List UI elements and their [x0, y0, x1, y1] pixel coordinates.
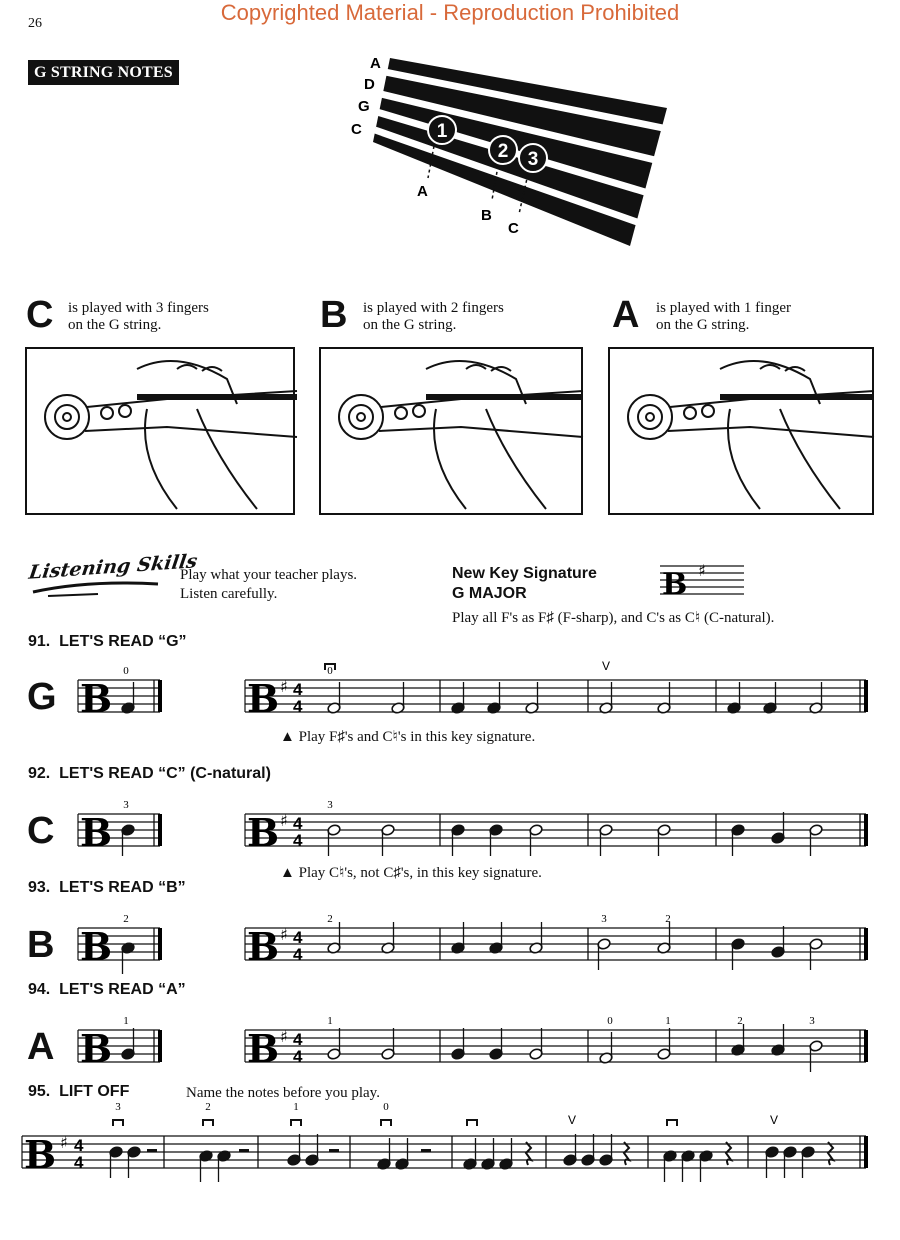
up-bow-mark: V	[601, 659, 611, 673]
caption-line1: is played with 1 finger	[656, 300, 791, 316]
finger-3-number: 3	[527, 149, 539, 170]
fingering-number: 3	[601, 913, 607, 925]
alto-clef: B	[80, 676, 113, 721]
key-sharp: ♯	[280, 677, 288, 696]
final-bar-thick	[864, 928, 868, 960]
note-label-a: A	[417, 183, 428, 200]
alto-clef: B	[80, 924, 113, 969]
fingering-number: 3	[115, 1101, 121, 1113]
final-bar-thick	[864, 1136, 868, 1168]
fingering-number: 1	[293, 1101, 299, 1113]
fingering-number: 2	[665, 913, 671, 925]
exercise-92-letter: C	[27, 810, 55, 852]
exercise-number: 95.	[28, 1083, 51, 1100]
exercise-title: LET'S READ “A”	[59, 981, 186, 998]
quarter-rest	[726, 1142, 731, 1165]
final-bar-thick	[864, 680, 868, 712]
fingering-number: 1	[123, 1015, 129, 1027]
finger-letter-a: A	[612, 294, 640, 336]
time-sig-bottom: 4	[293, 697, 303, 716]
half-rest	[147, 1149, 157, 1152]
final-bar-thick	[158, 814, 162, 846]
time-sig-top: 4	[293, 1030, 303, 1049]
exercise-number: 91.	[28, 633, 51, 650]
key-sharp: ♯	[60, 1133, 68, 1152]
final-bar-thick	[864, 1030, 868, 1062]
key-sharp: ♯	[280, 811, 288, 830]
time-sig-top: 4	[293, 680, 303, 699]
caption-line2: on the G string.	[656, 317, 750, 333]
exercise-95-instruction: Name the notes before you play.	[186, 1085, 380, 1101]
fingering-number: 3	[327, 799, 333, 811]
down-bow-mark	[291, 1120, 301, 1126]
time-sig-top: 4	[293, 814, 303, 833]
alto-clef: B	[80, 810, 113, 855]
key-signature-title: New Key Signature	[452, 565, 597, 582]
down-bow-mark	[203, 1120, 213, 1126]
down-bow-mark	[381, 1120, 391, 1126]
listening-line1: Play what your teacher plays.	[180, 567, 358, 583]
fingering-number: 0	[123, 665, 129, 677]
exercise-number: 92.	[28, 765, 51, 782]
half-rest	[329, 1149, 339, 1152]
exercise-title: LET'S READ “C” (C-natural)	[59, 765, 271, 782]
string-label-a: A	[370, 55, 381, 72]
section-title: G STRING NOTES	[28, 60, 179, 85]
fingering-number: 1	[665, 1015, 671, 1027]
note-label-c: C	[508, 220, 519, 237]
alto-clef: B	[247, 810, 280, 855]
fingering-number: 2	[737, 1015, 743, 1027]
note-label-b: B	[481, 207, 492, 224]
key-sharp: ♯	[280, 1027, 288, 1046]
time-sig-bottom: 4	[293, 831, 303, 850]
fingering-number: 0	[383, 1101, 389, 1113]
finger-1-number: 1	[436, 121, 448, 142]
fingering-number: 2	[205, 1101, 211, 1113]
quarter-rest	[624, 1142, 629, 1165]
alto-clef: B	[247, 676, 280, 721]
final-bar-thick	[158, 1030, 162, 1062]
string-label-d: D	[364, 76, 375, 93]
up-bow-mark: V	[567, 1113, 577, 1127]
half-rest	[421, 1149, 431, 1152]
listening-line2: Listen carefully.	[180, 586, 278, 602]
final-bar-thick	[158, 928, 162, 960]
time-sig-bottom: 4	[293, 945, 303, 964]
exercise-number: 94.	[28, 981, 51, 998]
exercise-title: LIFT OFF	[59, 1083, 130, 1100]
exercise-93-letter: B	[27, 924, 55, 966]
half-rest	[239, 1149, 249, 1152]
string-label-g: G	[358, 98, 370, 115]
fingering-number: 0	[327, 665, 333, 677]
finger-letter-b: B	[320, 294, 348, 336]
up-bow-mark: V	[769, 1113, 779, 1127]
fingering-number: 0	[607, 1015, 613, 1027]
exercise-number: 93.	[28, 879, 51, 896]
down-bow-mark	[113, 1120, 123, 1126]
time-sig-bottom: 4	[74, 1153, 84, 1172]
time-sig-top: 4	[293, 928, 303, 947]
key-signature-subtitle: G MAJOR	[452, 585, 527, 602]
alto-clef: B	[247, 1026, 280, 1071]
key-sharp: ♯	[280, 925, 288, 944]
listening-skills-logo: Listening Skills	[27, 550, 199, 584]
copyright-notice: Copyrighted Material - Reproduction Prohibited	[220, 0, 680, 25]
alto-clef: B	[80, 1026, 113, 1071]
fingering-number: 3	[809, 1015, 815, 1027]
string-label-c: C	[351, 121, 362, 138]
down-bow-mark	[667, 1120, 677, 1126]
finger-letter-c: C	[26, 294, 54, 336]
fingering-number: 2	[123, 913, 129, 925]
final-bar-thick	[158, 680, 162, 712]
exercise-title: LET'S READ “G”	[59, 633, 187, 650]
fingering-number: 2	[327, 913, 333, 925]
down-bow-mark	[467, 1120, 477, 1126]
time-sig-bottom: 4	[293, 1047, 303, 1066]
exercise-91-letter: G	[27, 676, 57, 718]
alto-clef: B	[24, 1132, 57, 1177]
fingering-number: 1	[327, 1015, 333, 1027]
fingering-number: 3	[123, 799, 129, 811]
page-number: 26	[28, 16, 42, 31]
caption-line1: is played with 3 fingers	[68, 300, 209, 316]
exercise-94-letter: A	[27, 1026, 55, 1068]
sharp-sign: ♯	[698, 561, 706, 580]
exercise-92-hint: ▲ Play C♮'s, not C♯'s, in this key signature.	[280, 865, 542, 881]
exercise-title: LET'S READ “B”	[59, 879, 186, 896]
key-signature-instruction: Play all F's as F♯ (F-sharp), and C's as C♮ (C-natural).	[452, 610, 775, 626]
caption-line2: on the G string.	[68, 317, 162, 333]
caption-line2: on the G string.	[363, 317, 457, 333]
caption-line1: is played with 2 fingers	[363, 300, 504, 316]
final-bar-thick	[864, 814, 868, 846]
alto-clef-symbol: B	[662, 567, 688, 602]
quarter-rest	[526, 1142, 531, 1165]
quarter-rest	[828, 1142, 833, 1165]
finger-2-number: 2	[497, 141, 509, 162]
alto-clef: B	[247, 924, 280, 969]
time-sig-top: 4	[74, 1136, 84, 1155]
exercise-91-hint: ▲ Play F♯'s and C♮'s in this key signature.	[280, 729, 536, 745]
